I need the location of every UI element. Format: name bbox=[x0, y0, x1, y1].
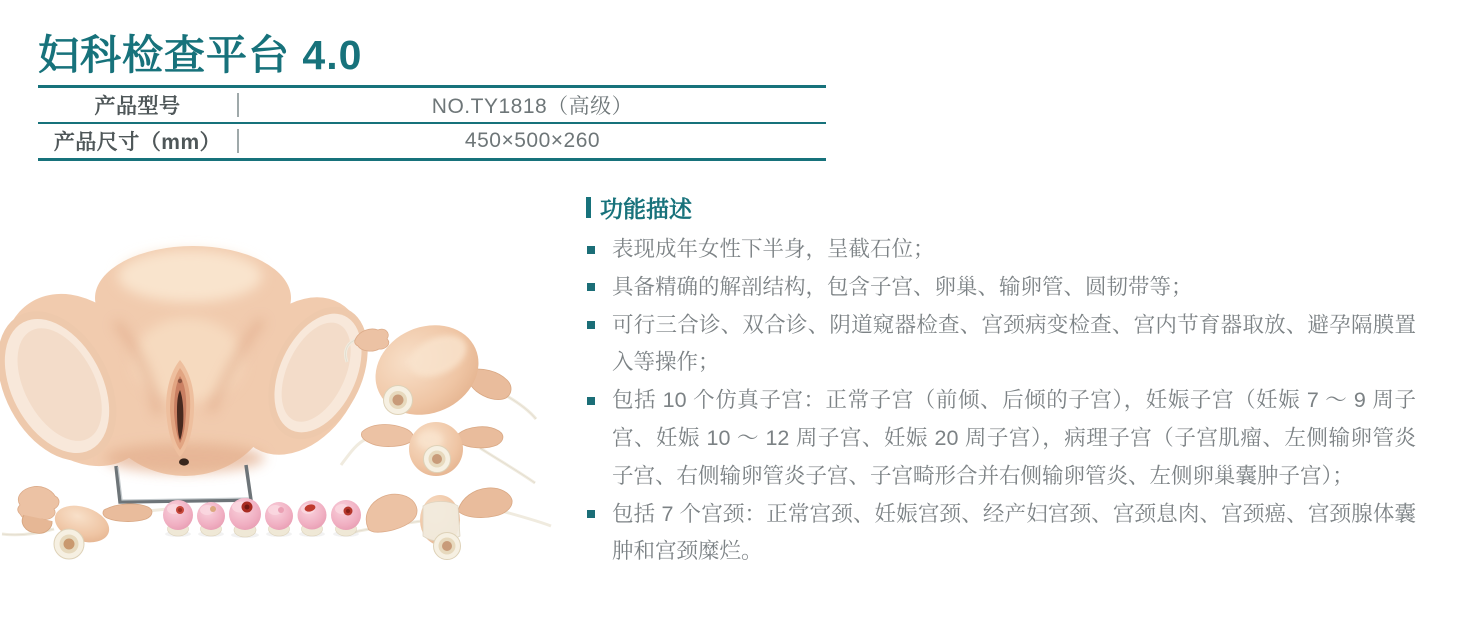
features-section bbox=[586, 194, 1416, 571]
bullet-square-icon bbox=[587, 510, 595, 518]
feature-item bbox=[586, 231, 1416, 269]
product-photo bbox=[0, 210, 580, 643]
spec-value: NO.TY1818（高级） bbox=[431, 95, 634, 118]
bullet-square-icon bbox=[587, 283, 595, 291]
uterus-model-normal bbox=[341, 422, 535, 483]
cervix-models-row bbox=[163, 498, 361, 538]
feature-item bbox=[586, 496, 1416, 572]
feature-text: 可行三合诊、双合诊、阴道窥器检查、宫颈病变检查、宫内节育器取放、避孕隔膜置入等操作； bbox=[612, 312, 1416, 375]
spec-row-model bbox=[38, 88, 826, 124]
uterus-model-wrapped bbox=[344, 488, 551, 560]
uterus-model-left bbox=[2, 486, 177, 559]
features-heading bbox=[586, 194, 1416, 220]
feature-item bbox=[586, 307, 1416, 383]
feature-text: 包括 7 个宫颈：正常宫颈、妊娠宫颈、经产妇宫颈、宫颈息肉、宫颈癌、宫颈腺体囊肿和宫颈糜烂。 bbox=[612, 501, 1416, 564]
feature-text: 表现成年女性下半身，呈截石位； bbox=[612, 237, 935, 261]
product-illustration bbox=[0, 210, 580, 643]
bullet-square-icon bbox=[587, 246, 595, 254]
spec-label: 产品型号 bbox=[94, 95, 181, 118]
bullet-square-icon bbox=[587, 321, 595, 329]
cervix-model-5 bbox=[298, 501, 327, 537]
features-heading-text: 功能描述 bbox=[600, 195, 692, 222]
main-torso-model bbox=[0, 246, 392, 502]
feature-item bbox=[586, 382, 1416, 495]
spec-label: 产品尺寸（mm） bbox=[53, 131, 222, 154]
heading-bar-icon bbox=[586, 197, 591, 218]
feature-list bbox=[586, 231, 1416, 571]
feature-item bbox=[586, 269, 1416, 307]
cervix-ring bbox=[54, 529, 84, 559]
cervix-ring bbox=[434, 533, 461, 560]
cervix-ring bbox=[384, 386, 413, 415]
spec-value: 450×500×260 bbox=[464, 129, 601, 152]
cervix-model-2 bbox=[197, 502, 225, 536]
page-title: 妇科检查平台 4.0 bbox=[38, 32, 363, 78]
anus-detail bbox=[179, 458, 189, 465]
uterus-model-pregnant bbox=[345, 309, 536, 431]
cervix-ring bbox=[424, 446, 451, 473]
feature-text: 具备精确的解剖结构，包含子宫、卵巢、输卵管、圆韧带等； bbox=[612, 274, 1193, 299]
cervix-model-6 bbox=[331, 500, 361, 536]
cervix-model-4 bbox=[265, 502, 293, 536]
cervix-model-3 bbox=[229, 498, 261, 537]
spec-row-size bbox=[38, 124, 826, 161]
cervix-model-1 bbox=[163, 500, 193, 536]
spec-table bbox=[38, 85, 826, 161]
feature-text: 包括 10 个仿真子宫：正常子宫（前倾、后倾的子宫），妊娠子宫（妊娠 7 ～ 9 周子宫、妊娠 10 ～ 12 周子宫、妊娠 20 周子宫），病理子宫（子宫肌瘤、左侧输卵管炎子宫、右侧输卵管炎子宫、子宫畸形合并右侧输卵管炎、左侧卵巢囊肿子宫）； bbox=[612, 388, 1416, 488]
bullet-square-icon bbox=[587, 397, 595, 405]
